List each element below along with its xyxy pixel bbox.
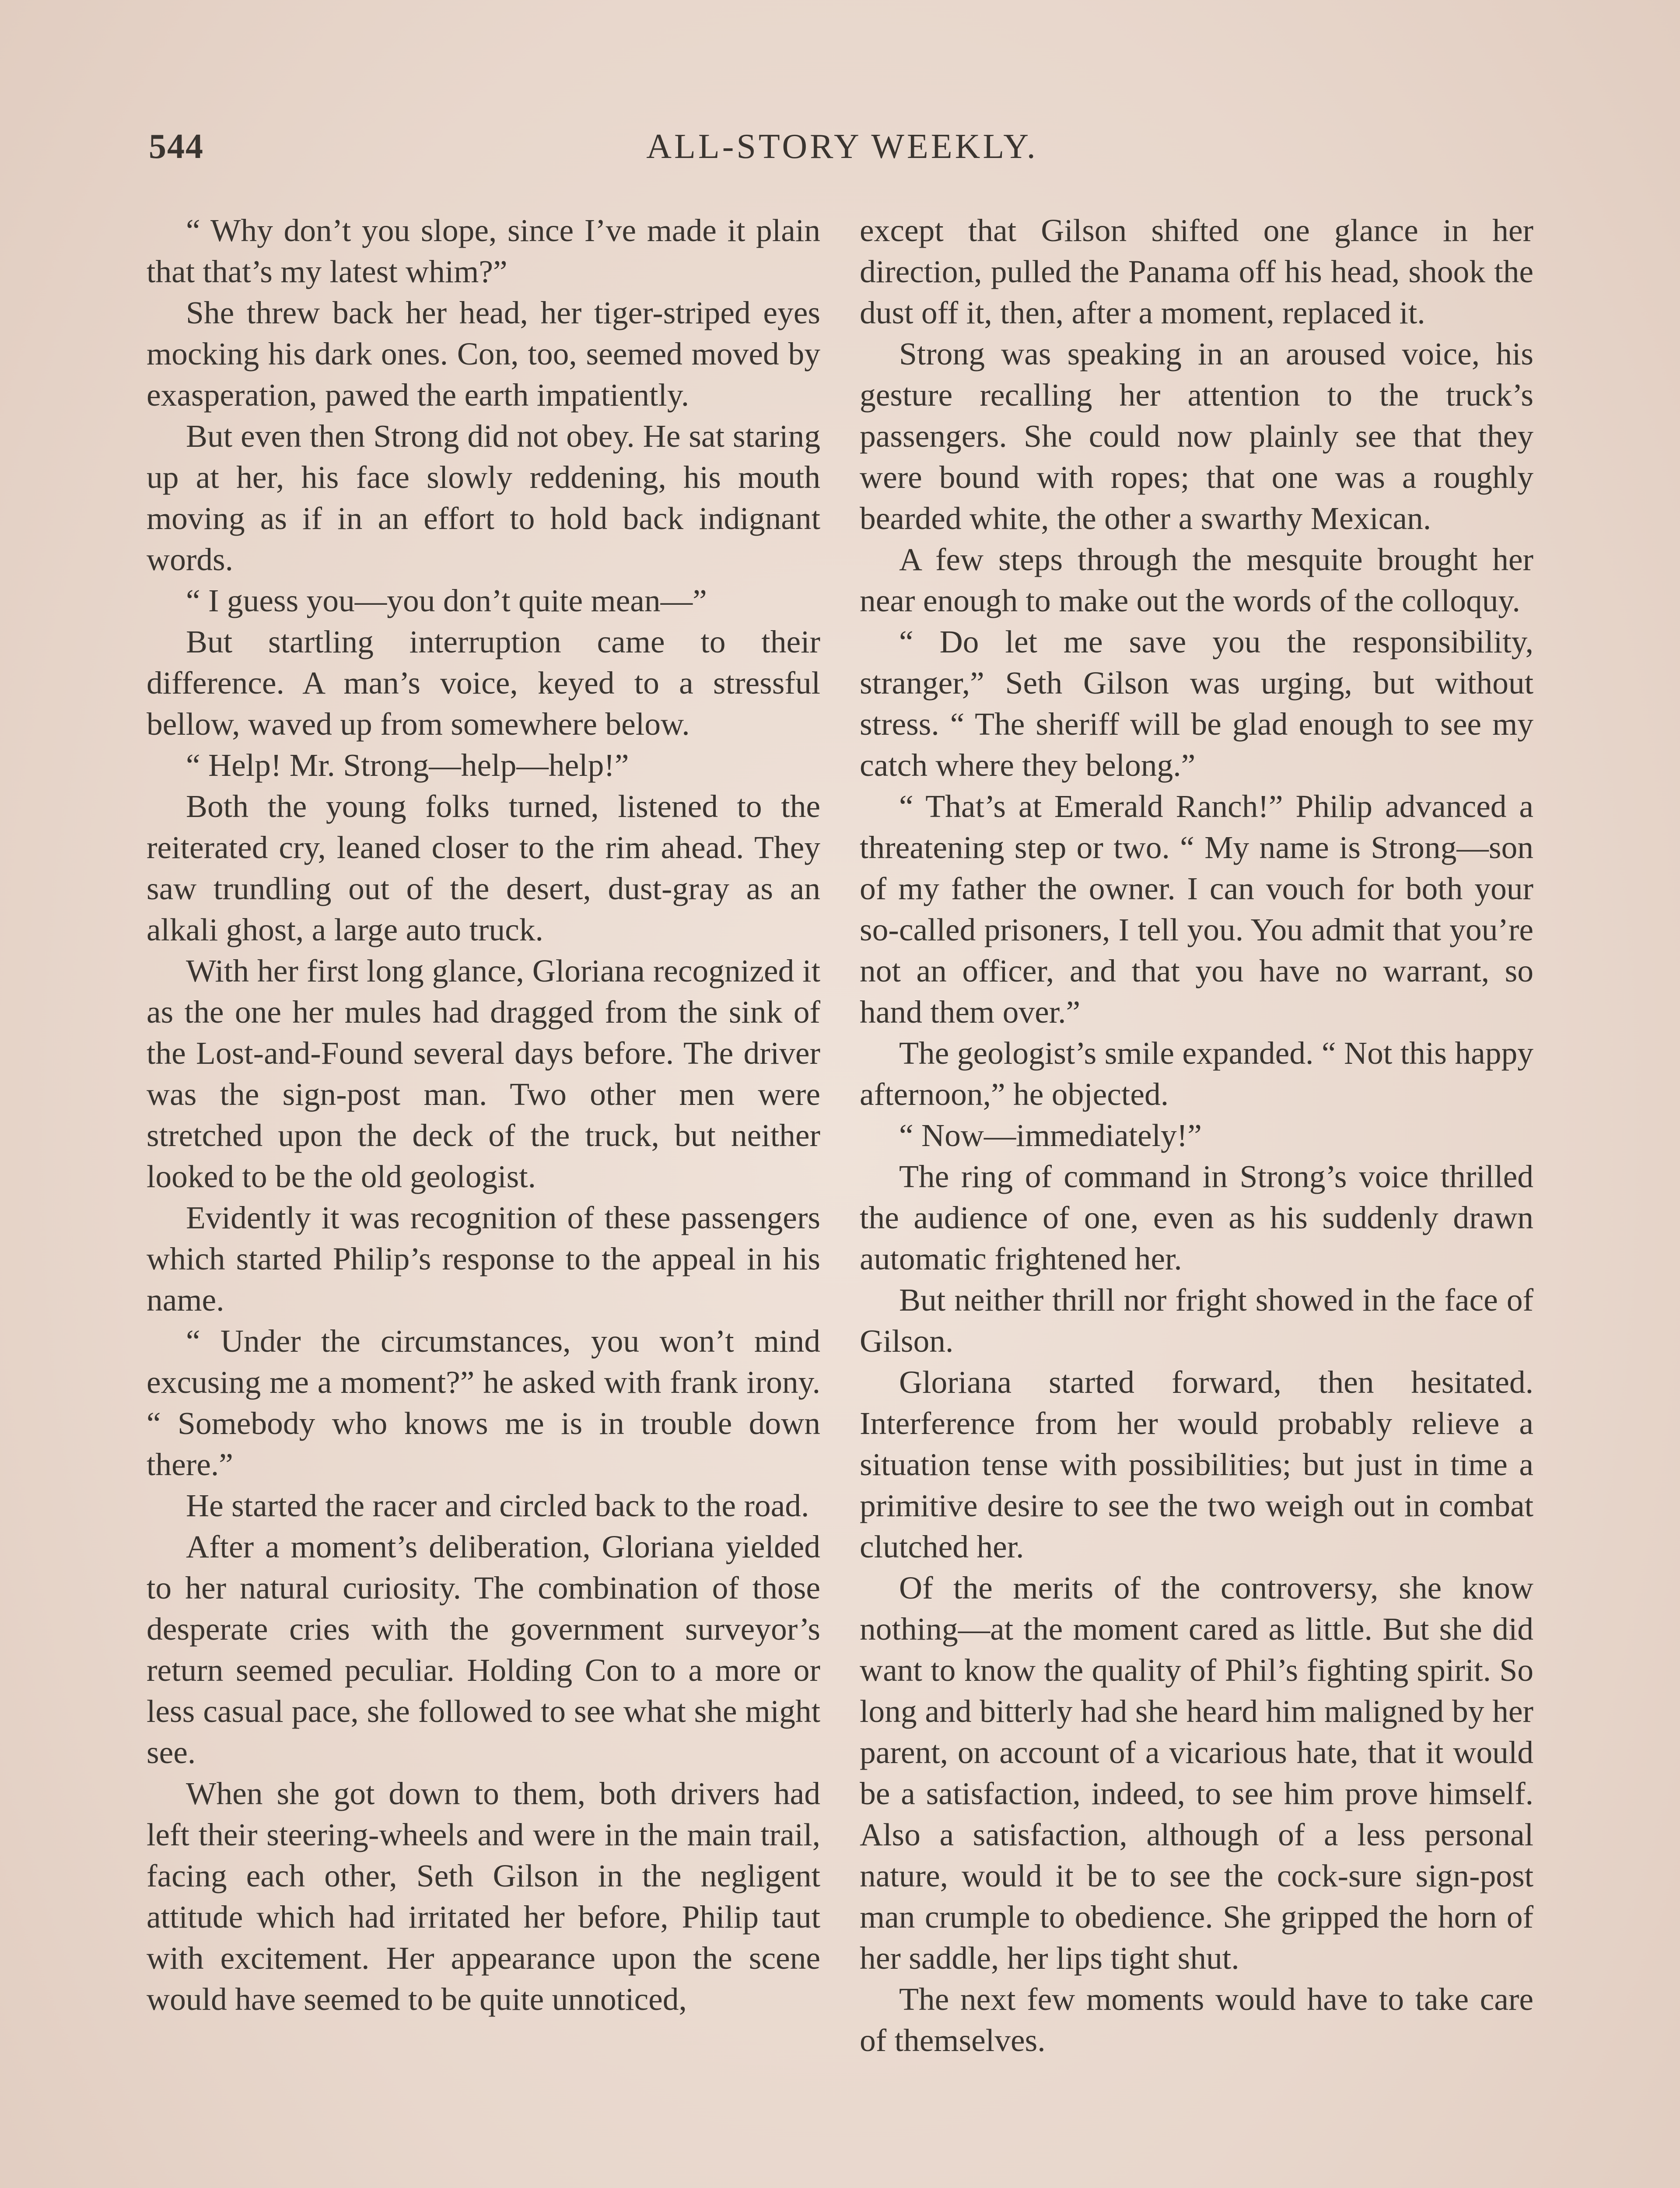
paragraph: Gloriana started forward, then hesitated. Interference from her would probably relieve a situation tense with possibilities; but just in time a primitive desire to see the two weigh out in combat clutched her.	[860, 1364, 1533, 1564]
paragraph: “ That’s at Emerald Ranch!” Philip advanced a threatening step or two. “ My name is Strong—son of my father the owner. I can vouch for both your so-called prisoners, I tell you. You admit that you’re not an officer, and that you have no warrant, so hand them over.”	[860, 789, 1533, 1030]
paragraph: Strong was speaking in an aroused voice, his gesture recalling her attention to the truck’s passengers. She could now plainly see that they were bound with ropes; that one was a roughly bearded white, the other a swarthy Mexican.	[860, 336, 1533, 536]
magazine-title: ALL-STORY WEEKLY.	[646, 127, 1038, 166]
paragraph: When she got down to them, both drivers had left their steering-wheels and were in the main trail, facing each other, Seth Gilson in the negligent attitude which had irritated her before, Philip taut with excitement. Her appearance upon the scene would have seemed to be quite unnoticed,	[147, 1776, 820, 2017]
paragraph: He started the racer and circled back to the road.	[186, 1488, 809, 1523]
paragraph: But even then Strong did not obey. He sat staring up at her, his face slowly reddening, his mouth moving as if in an effort to hold back indignant words.	[147, 418, 820, 577]
paragraph: “ I guess you—you don’t quite mean—”	[186, 583, 707, 618]
paragraph: With her first long glance, Gloriana recognized it as the one her mules had dragged from the sink of the Lost-and-Found several days before. The driver was the sign-post man. Two other men were stretched upon the deck of the truck, but neither looked to be the old geologist.	[147, 953, 820, 1194]
paragraph: But startling interruption came to their difference. A man’s voice, keyed to a stressful bellow, waved up from somewhere below.	[147, 624, 820, 742]
paragraph: After a moment’s deliberation, Gloriana yielded to her natural curiosity. The combination of those desperate cries with the government surveyor’s return seemed peculiar. Holding Con to a more or less casual pace, she followed to see what she might see.	[147, 1529, 820, 1770]
paragraph: “ Under the circumstances, you won’t mind excusing me a moment?” he asked with frank irony. “ Somebody who knows me is in trouble down there.”	[147, 1323, 820, 1482]
paragraph: Evidently it was recognition of these passengers which started Philip’s response to the appeal in his name.	[147, 1200, 820, 1318]
paragraph: The geologist’s smile expanded. “ Not this happy afternoon,” he objected.	[860, 1035, 1533, 1112]
paragraph: The next few moments would have to take care of themselves.	[860, 1981, 1533, 2058]
paragraph: Of the merits of the controversy, she know nothing—at the moment cared as little. But she did want to know the quality of Phil’s fighting spirit. So long and bitterly had she heard him maligned by her parent, on account of a vicarious hate, that it would be a satisfaction, indeed, to see him prove himself. Also a satisfaction, although of a less personal nature, would it be to see the cock-sure sign-post man crumple to obedience. She gripped the horn of her saddle, her lips tight shut.	[860, 1570, 1533, 1976]
paragraph: “ Help! Mr. Strong—help—help!”	[186, 747, 629, 783]
paragraph: except that Gilson shifted one glance in her direction, pulled the Panama off his head, shook the dust off it, then, after a moment, replaced it.	[860, 213, 1533, 330]
paragraph: Both the young folks turned, listened to the reiterated cry, leaned closer to the rim ahead. They saw trundling out of the desert, dust-gray as an alkali ghost, a large auto truck.	[147, 789, 820, 947]
right-column	[860, 210, 1533, 2061]
paragraph: “ Why don’t you slope, since I’ve made it plain that that’s my latest whim?”	[147, 213, 820, 289]
paragraph: She threw back her head, her tiger-striped eyes mocking his dark ones. Con, too, seemed moved by exasperation, pawed the earth impatiently.	[147, 295, 820, 413]
paragraph: The ring of command in Strong’s voice thrilled the audience of one, even as his suddenly drawn automatic frightened her.	[860, 1159, 1533, 1276]
page-number: 544	[149, 127, 204, 166]
paragraph: “ Do let me save you the responsibility, stranger,” Seth Gilson was urging, but without stress. “ The sheriff will be glad enough to see my catch where they belong.”	[860, 624, 1533, 783]
left-column	[147, 210, 820, 2020]
paragraph: A few steps through the mesquite brought her near enough to make out the words of the colloquy.	[860, 542, 1533, 618]
page-header	[149, 127, 1536, 179]
paragraph: “ Now—immediately!”	[899, 1118, 1202, 1153]
paragraph: But neither thrill nor fright showed in the face of Gilson.	[860, 1282, 1533, 1359]
